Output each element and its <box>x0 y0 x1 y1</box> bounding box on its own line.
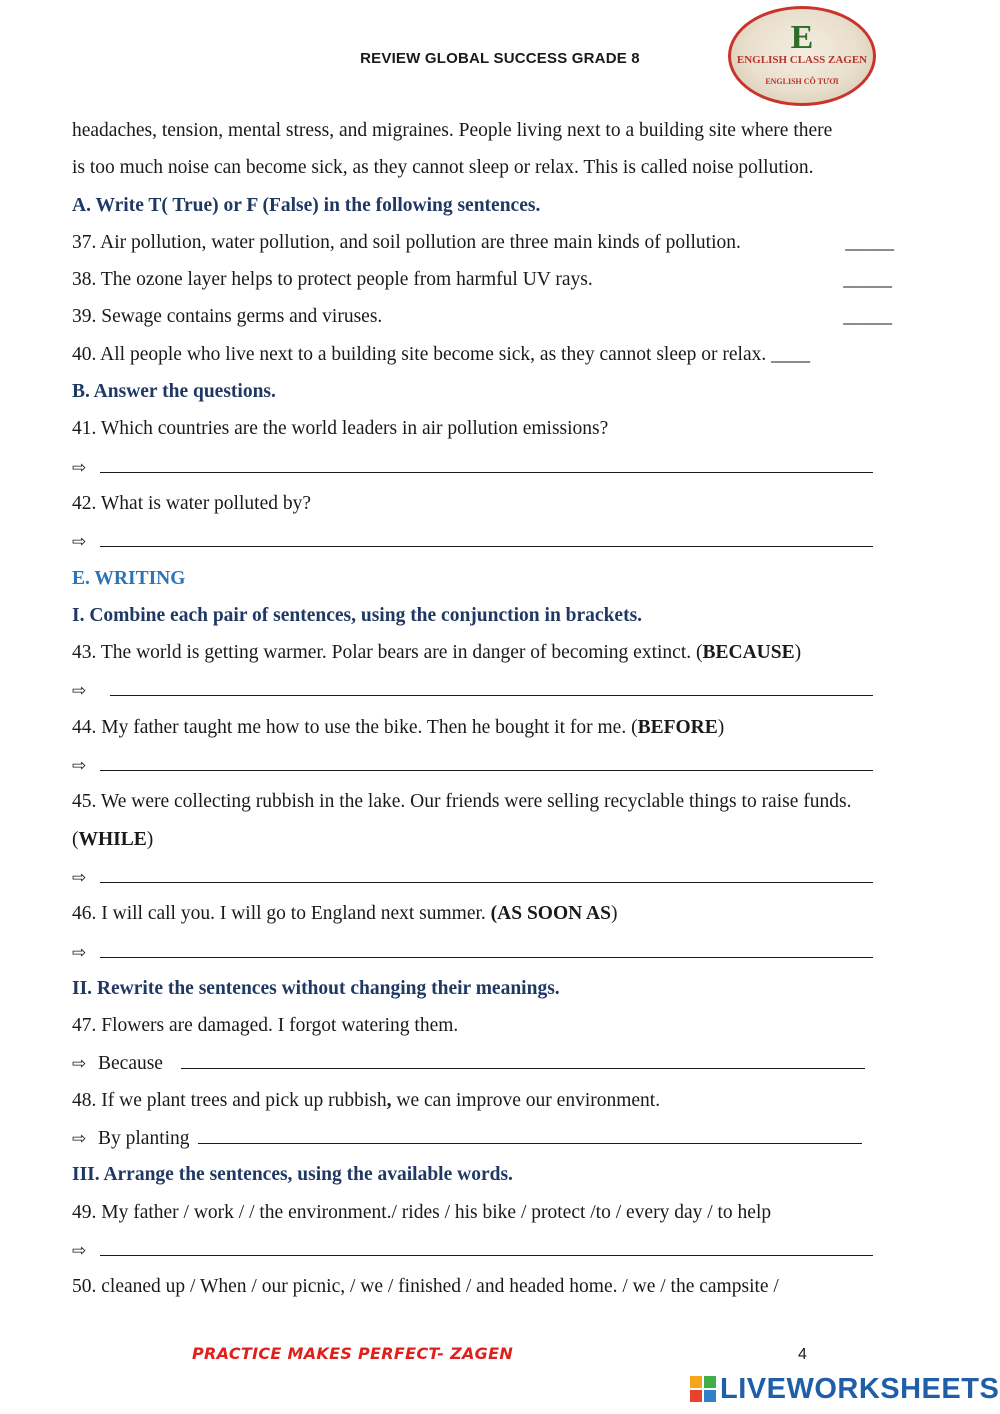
conjunction-keyword: WHILE <box>78 828 147 850</box>
answer-line-46[interactable] <box>100 933 873 958</box>
question-43 <box>72 634 942 671</box>
writing-part-ii-heading: II. Rewrite the sentences without changing their meanings. <box>72 977 560 999</box>
answer-line-44[interactable] <box>100 746 873 771</box>
answer-row-49 <box>72 1231 942 1268</box>
question-text: 48. If we plant trees and pick up rubbish <box>72 1089 387 1111</box>
answer-line-43[interactable] <box>110 671 873 696</box>
answer-blank-40[interactable]: ____ <box>771 343 811 365</box>
arrow-icon: ⇨ <box>72 942 87 963</box>
answer-lead-text: Because <box>98 1053 163 1075</box>
bracket-close: ) <box>610 903 618 925</box>
answer-row-45 <box>72 858 942 895</box>
answer-blank-38[interactable]: _____ <box>843 269 892 291</box>
answer-line-49[interactable] <box>100 1231 873 1256</box>
question-50: 50. cleaned up / When / our picnic, / we / finished / and headed home. / we / the campsite / <box>72 1276 779 1298</box>
answer-row-48 <box>72 1119 942 1156</box>
bracket-close: ) <box>146 828 154 850</box>
question-text: 46. I will call you. I will go to England next summer. <box>72 903 491 925</box>
question-47: 47. Flowers are damaged. I forgot watering them. <box>72 1015 459 1037</box>
answer-row-46 <box>72 933 942 970</box>
question-45-conjunction <box>72 821 942 858</box>
page-header-title: REVIEW GLOBAL SUCCESS GRADE 8 <box>360 50 640 67</box>
logo-subtext: ENGLISH CÔ TƯƠI <box>765 77 839 86</box>
question-text: 44. My father taught me how to use the bike. Then he bought it for me. ( <box>72 716 638 738</box>
question-37 <box>72 224 942 261</box>
question-41: 41. Which countries are the world leaders in air pollution emissions? <box>72 418 609 440</box>
question-text: we can improve our environment. <box>391 1089 661 1111</box>
question-45: 45. We were collecting rubbish in the lake. Our friends were selling recyclable things to raise funds. <box>72 791 852 813</box>
arrow-icon: ⇨ <box>72 1240 87 1261</box>
arrow-icon: ⇨ <box>72 1129 87 1150</box>
conjunction-keyword: (AS SOON AS <box>490 903 611 925</box>
question-text: 37. Air pollution, water pollution, and soil pollution are three main kinds of pollution. <box>72 231 741 253</box>
answer-blank-37[interactable]: _____ <box>845 231 894 253</box>
conjunction-keyword: BECAUSE <box>702 642 795 664</box>
logo-text: ENGLISH CLASS ZAGEN <box>736 54 868 66</box>
answer-line-42[interactable] <box>100 522 873 547</box>
liveworksheets-wordmark: LIVEWORKSHEETS <box>720 1372 1000 1405</box>
answer-row-42 <box>72 522 942 559</box>
arrow-icon: ⇨ <box>72 681 87 702</box>
answer-row-47 <box>72 1044 942 1081</box>
answer-row-41 <box>72 448 942 485</box>
section-b-heading: B. Answer the questions. <box>72 381 276 403</box>
arrow-icon: ⇨ <box>72 756 87 777</box>
bracket-close: ) <box>717 716 725 738</box>
question-46 <box>72 895 942 932</box>
bracket-close: ) <box>794 642 802 664</box>
question-text: 38. The ozone layer helps to protect people from harmful UV rays. <box>72 269 593 291</box>
question-48 <box>72 1082 942 1119</box>
answer-line-48[interactable] <box>198 1119 862 1144</box>
question-38 <box>72 261 942 298</box>
answer-lead-text: By planting <box>98 1128 190 1150</box>
class-logo <box>728 6 876 106</box>
liveworksheets-logo-icon <box>690 1376 716 1402</box>
answer-row-43 <box>72 671 942 708</box>
section-a-heading: A. Write T( True) or F (False) in the following sentences. <box>72 194 541 216</box>
answer-row-44 <box>72 746 942 783</box>
passage-line: is too much noise can become sick, as they cannot sleep or relax. This is called noise pollution. <box>72 157 814 179</box>
bracket-open: ( <box>72 828 79 850</box>
question-text: 43. The world is getting warmer. Polar bears are in danger of becoming extinct. ( <box>72 642 703 664</box>
question-39 <box>72 298 942 335</box>
writing-heading: E. WRITING <box>72 567 186 589</box>
arrow-icon: ⇨ <box>72 867 87 888</box>
question-comma: , <box>386 1089 392 1111</box>
answer-blank-39[interactable]: _____ <box>843 306 892 328</box>
arrow-icon: ⇨ <box>72 457 87 478</box>
answer-line-47[interactable] <box>181 1044 865 1069</box>
question-49: 49. My father / work / / the environment./ rides / his bike / protect /to / every day / to help <box>72 1201 772 1223</box>
question-text: 39. Sewage contains germs and viruses. <box>72 306 383 328</box>
page-number: 4 <box>798 1346 807 1363</box>
writing-part-i-heading: I. Combine each pair of sentences, using the conjunction in brackets. <box>72 604 643 626</box>
footer-motto: PRACTICE MAKES PERFECT- ZAGEN <box>192 1344 514 1363</box>
arrow-icon: ⇨ <box>72 1054 87 1075</box>
logo-letter: E <box>790 19 814 56</box>
question-40 <box>72 336 942 373</box>
passage-line: headaches, tension, mental stress, and migraines. People living next to a building site where there <box>72 120 833 141</box>
question-42: 42. What is water polluted by? <box>72 492 311 514</box>
question-text: 40. All people who live next to a building site become sick, as they cannot sleep or relax. <box>72 343 767 365</box>
question-44 <box>72 709 942 746</box>
answer-line-41[interactable] <box>100 448 873 473</box>
answer-line-45[interactable] <box>100 858 873 883</box>
writing-part-iii-heading: III. Arrange the sentences, using the available words. <box>72 1164 513 1186</box>
arrow-icon: ⇨ <box>72 532 87 553</box>
worksheet-content <box>72 112 942 1306</box>
liveworksheets-brand <box>690 1372 999 1406</box>
conjunction-keyword: BEFORE <box>637 716 718 738</box>
